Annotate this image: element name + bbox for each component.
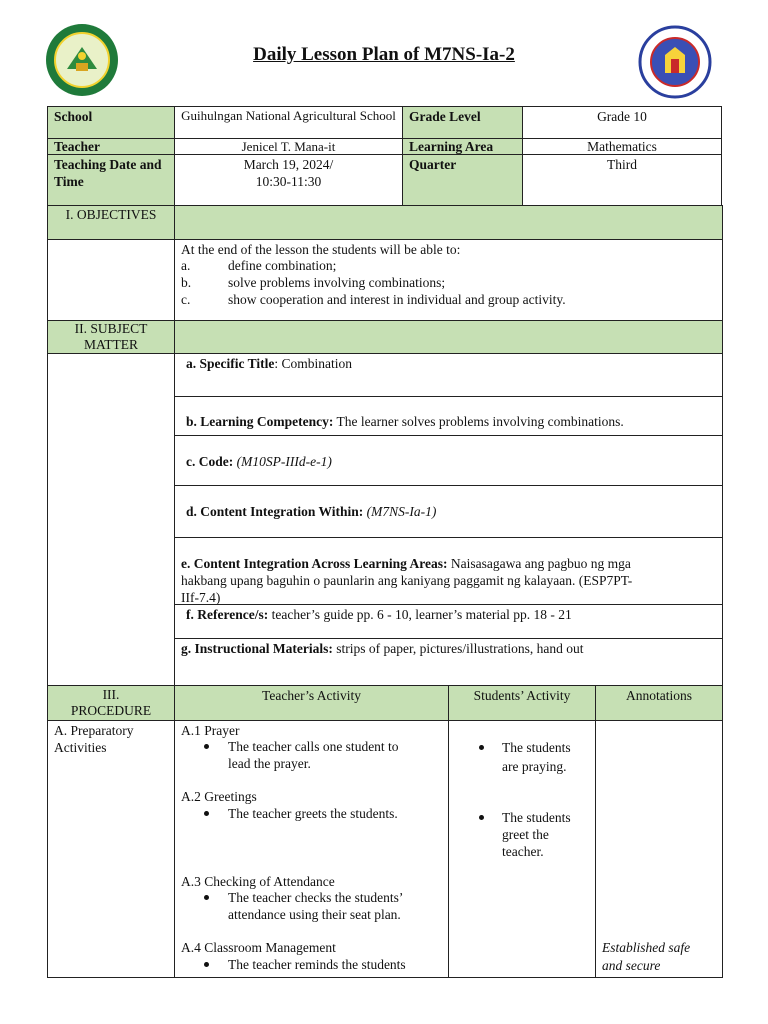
objective-item-a: define combination; (228, 258, 337, 273)
preparatory-label-2: Activities (54, 740, 107, 755)
area-value: Mathematics (587, 139, 657, 154)
school-label-cell (47, 106, 175, 139)
students-greet-cont: greet the (502, 827, 549, 842)
integration-within-label: d. Content Integration Within: (186, 504, 364, 519)
teacher-value: Jenicel T. Mana-it (241, 139, 336, 154)
quarter-value: Third (607, 157, 637, 172)
grade-value: Grade 10 (597, 109, 647, 124)
specific-title-cell (174, 353, 723, 397)
annotation-text: Established safe (602, 940, 691, 955)
grade-value-cell (522, 106, 722, 139)
competency-label: b. Learning Competency: (186, 414, 334, 429)
area-value-cell (522, 138, 722, 155)
objective-letter-c: c. (181, 292, 191, 307)
subject-heading: II. SUBJECT (74, 321, 148, 336)
area-label-cell (402, 138, 523, 155)
annotations-label: Annotations (626, 688, 692, 703)
quarter-label-cell (402, 154, 523, 206)
procedure-heading-cell (47, 685, 175, 721)
competency-cell (174, 396, 723, 436)
preparatory-label-cell (47, 720, 175, 978)
area-label: Learning Area (409, 139, 494, 154)
attendance-title: A.3 Checking of Attendance (181, 874, 335, 889)
teacher-activity-header (174, 685, 449, 721)
attendance-step-cont: attendance using their seat plan. (228, 907, 401, 922)
greetings-step: The teacher greets the students. (228, 806, 398, 821)
objectives-left-cell (47, 239, 175, 321)
integration-within-cell (174, 485, 723, 538)
students-greet-cont-2: teacher. (502, 844, 544, 859)
procedure-heading: III. (102, 687, 120, 702)
objectives-band (174, 205, 723, 240)
grade-label: Grade Level (409, 109, 481, 124)
teacher-activity-label: Teacher’s Activity (262, 688, 361, 703)
school-value: Guihulngan National Agricultural School (181, 108, 396, 123)
integration-across-value: Naisasagawa ang pagbuo ng mga (447, 556, 631, 571)
students-praying-cont: are praying. (502, 759, 567, 774)
teacher-value-cell (174, 138, 403, 155)
integration-across-label: e. Content Integration Across Learning Areas: (181, 556, 448, 571)
bullet-icon (204, 895, 209, 900)
subject-heading-cell (47, 320, 175, 354)
bullet-icon (204, 811, 209, 816)
students-activity-header (448, 685, 596, 721)
annotations-header (595, 685, 723, 721)
annotation-text-cont: and secure (602, 958, 661, 973)
date-label: Teaching Date and Time (54, 157, 162, 189)
subject-left-cell (47, 353, 175, 686)
page-title: Daily Lesson Plan of M7NS-Ia-2 (253, 44, 515, 65)
teacher-label-cell (47, 138, 175, 155)
time-value: 10:30-11:30 (255, 174, 322, 189)
prayer-step-cont: lead the prayer. (228, 756, 311, 771)
attendance-step: The teacher checks the students’ (228, 890, 404, 905)
prayer-step: The teacher calls one student to (228, 739, 399, 754)
classroom-management-title: A.4 Classroom Management (181, 940, 336, 955)
specific-title-label: a. Specific Title (186, 356, 275, 371)
date-label-cell (47, 154, 175, 206)
code-cell (174, 435, 723, 486)
subject-heading-2: MATTER (84, 337, 138, 352)
reference-value: teacher’s guide pp. 6 - 10, learner’s material pp. 18 - 21 (268, 607, 572, 622)
competency-value: The learner solves problems involving combinations. (333, 414, 624, 429)
objective-item-b: solve problems involving combinations; (228, 275, 446, 290)
materials-cell (174, 638, 723, 686)
materials-label: g. Instructional Materials: (181, 641, 333, 656)
date-value-cell (174, 154, 403, 206)
prayer-title: A.1 Prayer (181, 723, 240, 738)
specific-title-value: : Combination (274, 356, 352, 371)
integration-across-value-2: hakbang upang baguhin o paunlarin ang kaniyang paggamit ng kalayaan. (ESP7PT- (181, 573, 633, 588)
objective-letter-b: b. (181, 275, 192, 290)
reference-cell (174, 604, 723, 639)
objectives-heading-cell (47, 205, 175, 240)
bullet-icon (479, 815, 484, 820)
code-value: (M10SP-IIId-e-1) (233, 454, 332, 469)
reference-label: f. Reference/s: (186, 607, 269, 622)
quarter-label: Quarter (409, 157, 457, 172)
integration-across-cell (174, 537, 723, 605)
quarter-value-cell (522, 154, 722, 206)
procedure-heading-2: PROCEDURE (70, 703, 152, 718)
deped-seal-logo (638, 25, 712, 99)
teacher-label: Teacher (54, 139, 100, 154)
date-value: March 19, 2024/ (243, 157, 334, 172)
students-greet: The students (502, 810, 571, 825)
subject-band (174, 320, 723, 354)
integration-across-value-3: IIf-7.4) (181, 590, 221, 605)
objectives-intro: At the end of the lesson the students will be able to: (181, 242, 461, 257)
school-label: School (54, 109, 93, 124)
preparatory-label: A. Preparatory (54, 723, 134, 738)
objective-item-c: show cooperation and interest in individual and group activity. (228, 292, 566, 307)
objective-letter-a: a. (181, 258, 191, 273)
greetings-title: A.2 Greetings (181, 789, 257, 804)
students-activity-label: Students’ Activity (473, 688, 571, 703)
materials-value: strips of paper, pictures/illustrations, hand out (332, 641, 584, 656)
bullet-icon (204, 962, 209, 967)
students-praying: The students (502, 740, 571, 755)
grade-label-cell (402, 106, 523, 139)
school-value-cell (174, 106, 403, 139)
bullet-icon (204, 744, 209, 749)
bullet-icon (479, 745, 484, 750)
integration-within-value: (M7NS-Ia-1) (363, 504, 437, 519)
objectives-heading: I. OBJECTIVES (65, 207, 157, 222)
code-label: c. Code: (186, 454, 234, 469)
classroom-management-step: The teacher reminds the students (228, 957, 406, 972)
